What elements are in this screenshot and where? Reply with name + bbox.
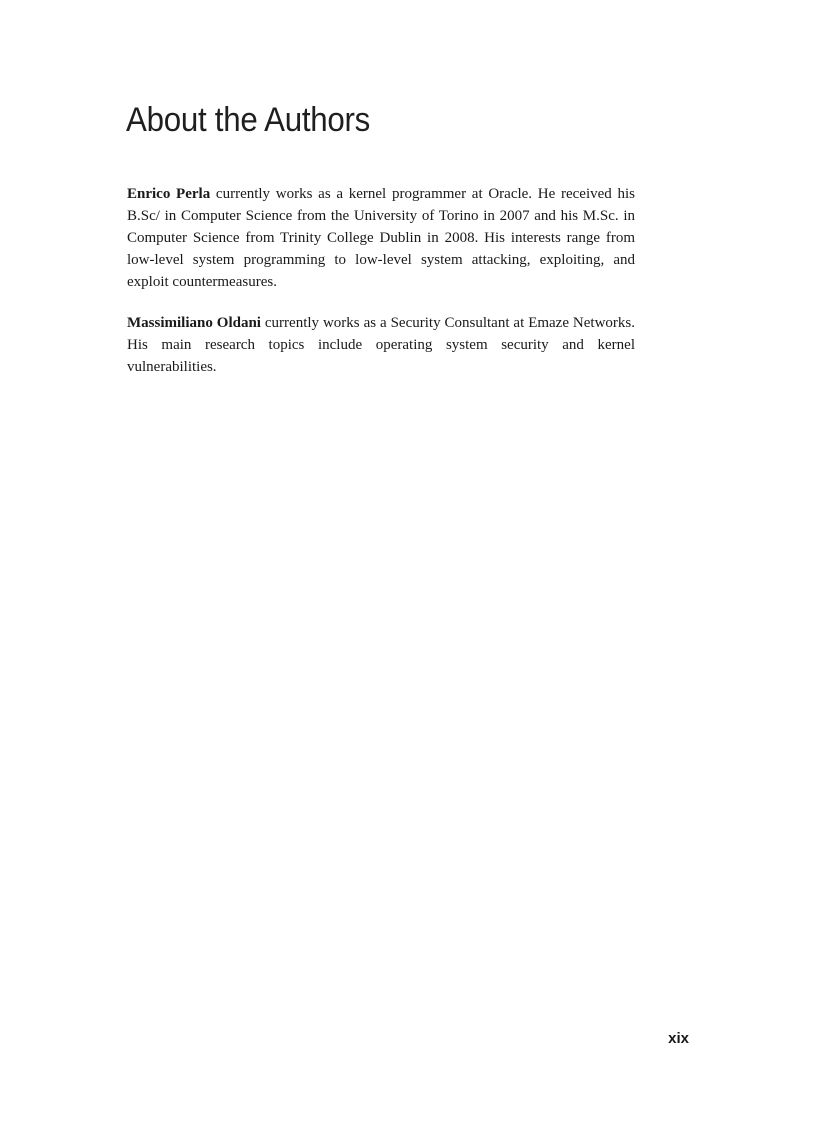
bio-text: currently works as a kernel programmer at Oracle. He received his B.Sc/ in Computer Science from the University of Torino in 2007 and his M.Sc. in Computer Science from Trinity College Dublin in 2008. His interests range from low-level system programming to low-level system attacking, exploiting, and exploit countermeasures.: [127, 186, 635, 290]
author-name: Massimiliano Oldani: [127, 315, 261, 331]
author-bios: [127, 183, 635, 397]
page-number: xix: [668, 1030, 689, 1047]
bio-text: currently works as a Security Consultant at Emaze Networks. His main research topics include operating system security and kernel vulnerabilities.: [127, 315, 635, 375]
bio-paragraph-massimiliano-oldani: [127, 312, 635, 378]
author-name: Enrico Perla: [127, 186, 211, 202]
page-title: About the Authors: [126, 101, 371, 139]
bio-paragraph-enrico-perla: [127, 183, 635, 293]
